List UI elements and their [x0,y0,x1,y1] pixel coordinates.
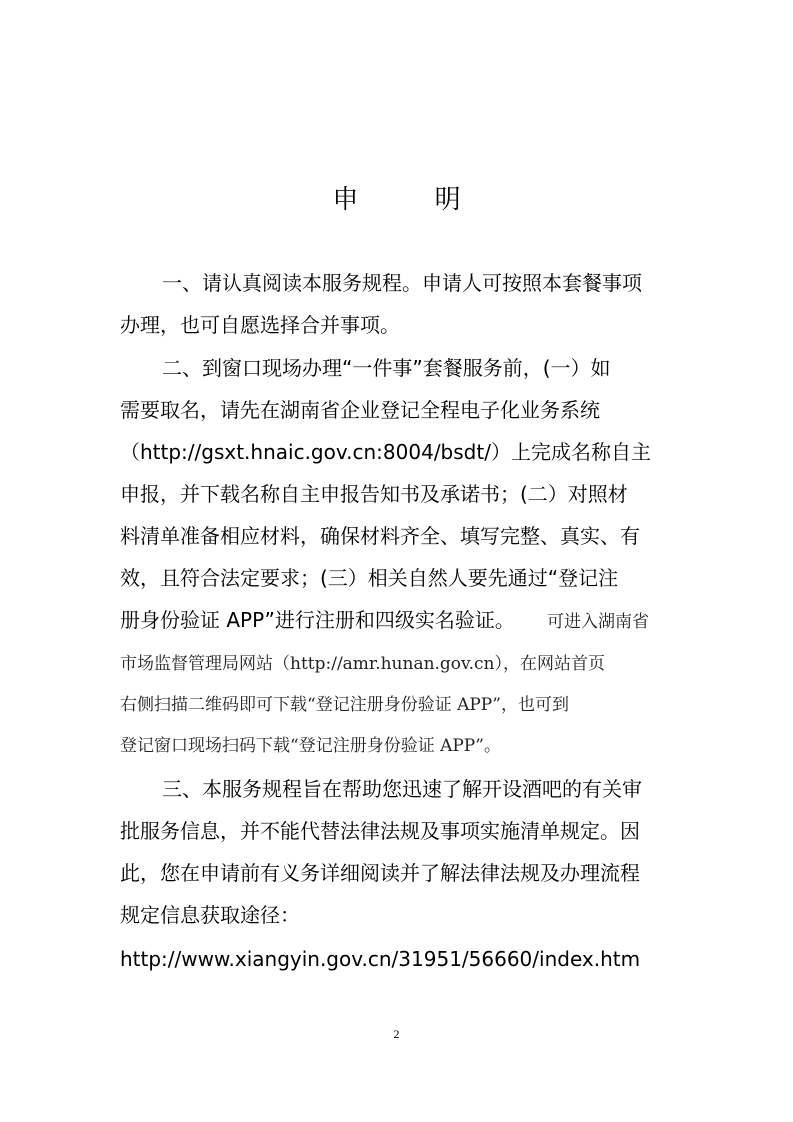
paragraph-1-line-1: 一、请认真阅读本服务规程。申请人可按照本套餐事项 [162,271,642,295]
paragraph-3-line-4: 规定信息获取途径： [120,903,300,927]
paragraph-3-line-2: 批服务信息，并不能代替法律法规及事项实施清单规定。因 [120,819,640,843]
paragraph-2-line-9: 右侧扫描二维码即可下载“登记注册身份验证 APP”，也可到 [120,695,569,715]
paragraph-2-line-1: 二、到窗口现场办理“一件事”套餐服务前，(一）如 [162,356,611,380]
paragraph-2-line-6: 效，且符合法定要求；(三）相关自然人要先通过“登记注 [120,566,619,590]
source-url: http://www.xiangyin.gov.cn/31951/56660/index.htm [120,947,641,971]
paragraph-2-line-10: 登记窗口现场扫码下载“登记注册身份验证 APP”。 [120,736,501,756]
paragraph-2-line-2: 需要取名，请先在湖南省企业登记全程电子化业务系统 [120,398,600,422]
paragraph-2-line-4: 申报，并下载名称自主申报告知书及承诺书；(二）对照材 [120,482,628,506]
paragraph-1-line-2: 办理，也可自愿选择合并事项。 [120,313,400,337]
paragraph-2-line-7-tail: 可进入湖南省 [547,612,649,632]
paragraph-3-line-1: 三、本服务规程旨在帮助您迅速了解开设酒吧的有关审 [162,777,642,801]
paragraph-2-line-7: 册身份验证 APP”进行注册和四级实名验证。 [120,608,515,632]
paragraph-3-line-3: 此，您在申请前有义务详细阅读并了解法律法规及办理流程 [120,861,640,885]
paragraph-2-line-3: （http://gsxt.hnaic.gov.cn:8004/bsdt/）上完成名称自主 [120,440,651,464]
page-title: 申 明 [332,185,495,215]
page-number: 2 [393,1027,400,1041]
paragraph-2-line-5: 料清单准备相应材料，确保材料齐全、填写完整、真实、有 [120,524,640,548]
paragraph-2-line-8: 市场监督管理局网站（http://amr.hunan.gov.cn），在网站首页 [120,654,606,674]
